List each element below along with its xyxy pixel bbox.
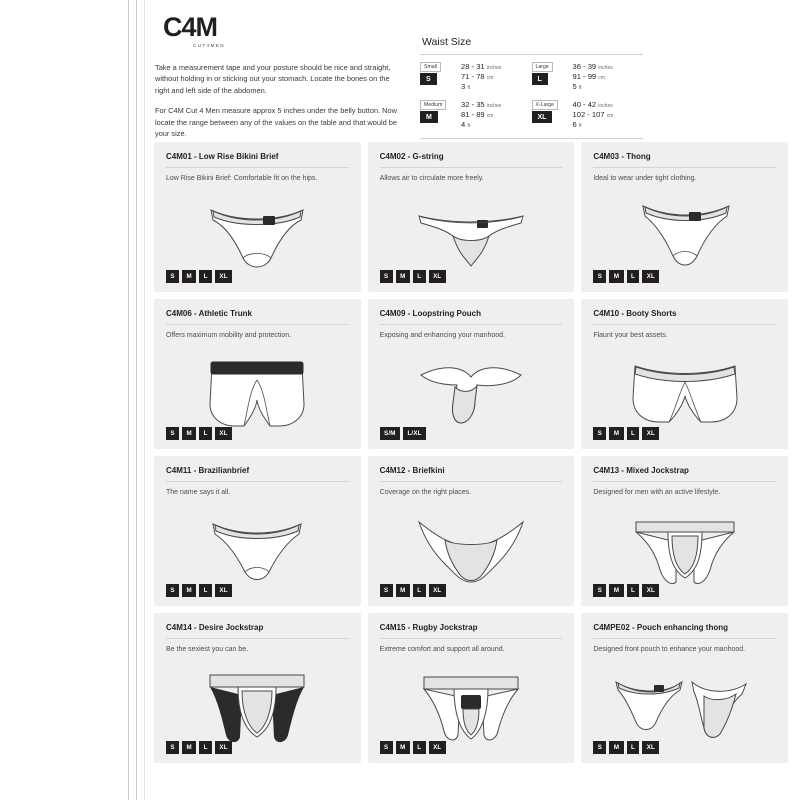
size-chip[interactable]: M — [182, 741, 196, 754]
size-chip[interactable]: L — [627, 741, 640, 754]
size-chip[interactable]: L — [199, 584, 212, 597]
size-name: X-Large — [532, 100, 558, 110]
product-description: Coverage on the right places. — [379, 488, 472, 496]
product-description: Allows air to circulate more freely. — [379, 174, 484, 182]
unit-cm: cm — [486, 75, 494, 82]
size-chip-list — [380, 584, 446, 597]
product-description: Ideal to wear under tight clothing. — [593, 174, 697, 182]
unit-cm: cm — [598, 75, 605, 82]
value-cm: 81 - 89 — [461, 110, 485, 120]
intro-paragraph-1: Take a measurement tape and your posture should be nice and straight, without holding in or sticking out your stomach. Locate the bones on the right and left side of the abdomen. — [155, 63, 391, 95]
size-chip[interactable]: XL — [642, 584, 659, 597]
value-inches: 40 - 42 — [572, 100, 597, 110]
waist-row — [420, 62, 532, 92]
value-inches: 36 - 39 — [572, 62, 597, 71]
product-description: Low Rise Bikini Brief: Comfortable fit on the hips. — [166, 174, 318, 182]
size-chip[interactable]: S — [380, 741, 393, 754]
size-chip-list — [166, 741, 232, 754]
size-chip-list — [593, 584, 659, 597]
size-chip-list — [166, 270, 232, 283]
size-chip[interactable]: S/M — [380, 427, 400, 440]
waist-row — [532, 100, 644, 130]
size-chip[interactable]: S — [593, 584, 606, 597]
size-chip[interactable]: M — [396, 270, 410, 283]
product-card[interactable] — [581, 299, 788, 449]
value-extra: 3 — [461, 82, 466, 92]
waist-size-table — [420, 54, 643, 139]
product-description: Designed for men with an active lifestyle. — [593, 488, 721, 496]
value-inches: 32 - 35 — [461, 100, 485, 110]
size-values — [573, 62, 613, 92]
product-description: Extreme comfort and support all around. — [379, 645, 505, 653]
product-illustration — [166, 190, 349, 282]
product-description: Exposing and enhancing your manhood. — [379, 331, 505, 339]
size-name: Small — [420, 62, 441, 72]
size-code: M — [420, 111, 438, 123]
size-chip[interactable]: XL — [215, 741, 232, 754]
unit-cm: cm — [486, 113, 494, 120]
size-chip[interactable]: M — [182, 270, 196, 283]
product-title: C4M13 - Mixed Jockstrap — [593, 466, 776, 482]
size-chip[interactable]: M — [609, 270, 623, 283]
size-chip[interactable]: S — [166, 270, 179, 283]
product-illustration — [380, 190, 563, 282]
size-chip[interactable]: L — [627, 584, 640, 597]
product-description: The name says it all. — [166, 488, 231, 496]
product-card[interactable] — [368, 299, 575, 449]
left-rule-3 — [144, 0, 145, 800]
size-chip[interactable]: S — [380, 584, 393, 597]
size-name: Large — [532, 62, 553, 72]
product-description: Be the sexiest you can be. — [166, 645, 249, 653]
value-inches: 28 - 31 — [461, 62, 485, 71]
size-name: Medium — [420, 100, 446, 110]
size-chip[interactable]: XL — [642, 741, 659, 754]
size-chip[interactable]: M — [609, 427, 623, 440]
unit-inches: inches — [598, 103, 613, 110]
size-labels — [532, 62, 568, 85]
unit-cm: cm — [606, 113, 614, 120]
value-cm: 91 - 99 — [572, 72, 597, 82]
size-chip-list — [380, 270, 446, 283]
size-chip[interactable]: XL — [642, 427, 659, 440]
unit-extra: ft — [467, 85, 471, 92]
size-code: XL — [532, 111, 553, 123]
size-chip[interactable]: L — [199, 427, 212, 440]
product-description: Designed front pouch to enhance your manhood. — [593, 645, 746, 653]
product-illustration — [166, 504, 349, 596]
value-cm: 71 - 78 — [461, 72, 485, 82]
size-chip[interactable]: S — [166, 741, 179, 754]
product-card[interactable] — [368, 456, 575, 606]
product-card[interactable] — [581, 456, 788, 606]
size-code: S — [420, 73, 437, 85]
size-chip[interactable]: L/XL — [403, 427, 426, 440]
intro-text — [155, 62, 400, 140]
size-chip-list — [593, 427, 659, 440]
size-chip[interactable]: L — [627, 427, 640, 440]
size-chip[interactable]: XL — [429, 270, 446, 283]
size-chip[interactable]: L — [413, 584, 426, 597]
waist-size-title: Waist Size — [422, 36, 472, 48]
left-rule-2 — [136, 0, 137, 800]
value-cm: 102 - 107 — [572, 110, 605, 120]
unit-extra: ft — [578, 123, 582, 130]
product-title: C4MPE02 - Pouch enhancing thong — [593, 623, 776, 639]
product-card[interactable] — [154, 299, 361, 449]
waist-column-left — [420, 62, 532, 131]
product-illustration — [380, 347, 563, 439]
size-chip[interactable]: XL — [215, 584, 232, 597]
size-chip[interactable]: M — [396, 741, 410, 754]
product-card[interactable] — [154, 613, 361, 763]
product-description: Flaunt your best assets. — [593, 331, 668, 339]
logo-subtitle: CUT4MEN — [192, 43, 225, 48]
product-illustration — [166, 661, 349, 753]
product-card[interactable] — [368, 613, 575, 763]
product-title: C4M02 - G-string — [380, 152, 563, 168]
product-title: C4M03 - Thong — [593, 152, 776, 168]
product-title: C4M12 - Briefkini — [380, 466, 563, 482]
unit-inches: inches — [598, 65, 613, 71]
intro-paragraph-2: For C4M Cut 4 Men measure approx 5 inches under the belly button. Now locate the range between any of the values on the table and that would be your size. — [155, 106, 398, 139]
size-values — [573, 100, 614, 130]
product-illustration — [380, 661, 563, 753]
product-title: C4M10 - Booty Shorts — [593, 309, 776, 325]
size-chip[interactable]: M — [609, 741, 623, 754]
size-chip[interactable]: L — [413, 270, 426, 283]
unit-extra: ft — [578, 85, 582, 92]
size-values — [461, 62, 501, 92]
product-card[interactable] — [368, 142, 575, 292]
product-card[interactable] — [154, 142, 361, 292]
product-illustration — [593, 190, 776, 282]
waist-row — [420, 100, 532, 130]
size-chip[interactable]: S — [593, 427, 606, 440]
product-illustration — [593, 347, 776, 439]
value-extra: 4 — [461, 120, 466, 130]
logo-wordmark: C4M — [163, 12, 218, 42]
product-description: Offers maximum mobility and protection. — [166, 331, 292, 339]
waist-column-right — [532, 62, 644, 131]
product-card[interactable] — [581, 142, 788, 292]
size-chip-list — [380, 741, 446, 754]
brand-logo — [163, 14, 255, 48]
size-chip[interactable]: XL — [215, 427, 232, 440]
size-chip-list — [380, 427, 426, 440]
product-title: C4M01 - Low Rise Bikini Brief — [166, 152, 349, 168]
size-chip[interactable]: S — [593, 741, 606, 754]
size-chip[interactable]: S — [166, 584, 179, 597]
product-title: C4M14 - Desire Jockstrap — [166, 623, 349, 639]
size-chip[interactable]: XL — [429, 584, 446, 597]
product-title: C4M11 - Brazilianbrief — [166, 466, 349, 482]
waist-row — [532, 62, 644, 92]
product-title: C4M09 - Loopstring Pouch — [380, 309, 563, 325]
size-chip-list — [593, 741, 659, 754]
product-title: C4M15 - Rugby Jockstrap — [380, 623, 563, 639]
unit-inches: inches — [486, 103, 502, 110]
product-illustration — [593, 504, 776, 596]
size-values — [461, 100, 501, 130]
size-labels — [420, 62, 456, 85]
size-chip[interactable]: M — [182, 584, 196, 597]
waist-size-section — [420, 36, 643, 139]
size-chip[interactable]: XL — [642, 270, 659, 283]
size-chip[interactable]: L — [199, 270, 212, 283]
product-illustration — [593, 661, 776, 753]
size-chip-list — [166, 427, 232, 440]
size-chip[interactable]: L — [413, 741, 426, 754]
product-card[interactable] — [581, 613, 788, 763]
size-chip[interactable]: L — [627, 270, 640, 283]
product-grid — [154, 142, 788, 763]
product-card[interactable] — [154, 456, 361, 606]
value-extra: 5 — [572, 82, 577, 92]
size-chip[interactable]: S — [593, 270, 606, 283]
size-chip[interactable]: XL — [429, 741, 446, 754]
size-chip[interactable]: S — [166, 427, 179, 440]
unit-inches: inches — [486, 65, 502, 71]
size-labels — [532, 100, 568, 123]
product-illustration — [380, 504, 563, 596]
size-chip[interactable]: XL — [215, 270, 232, 283]
size-chip[interactable]: S — [380, 270, 393, 283]
product-title: C4M06 - Athletic Trunk — [166, 309, 349, 325]
size-chip-list — [593, 270, 659, 283]
size-chip[interactable]: M — [396, 584, 410, 597]
unit-extra: ft — [467, 123, 471, 130]
size-chip-list — [166, 584, 232, 597]
size-code: L — [532, 73, 548, 85]
size-chip[interactable]: L — [199, 741, 212, 754]
size-labels — [420, 100, 456, 123]
size-chip[interactable]: M — [182, 427, 196, 440]
size-chip[interactable]: M — [609, 584, 623, 597]
left-rule-1 — [128, 0, 129, 800]
product-illustration — [166, 347, 349, 439]
value-extra: 6 — [572, 120, 577, 130]
